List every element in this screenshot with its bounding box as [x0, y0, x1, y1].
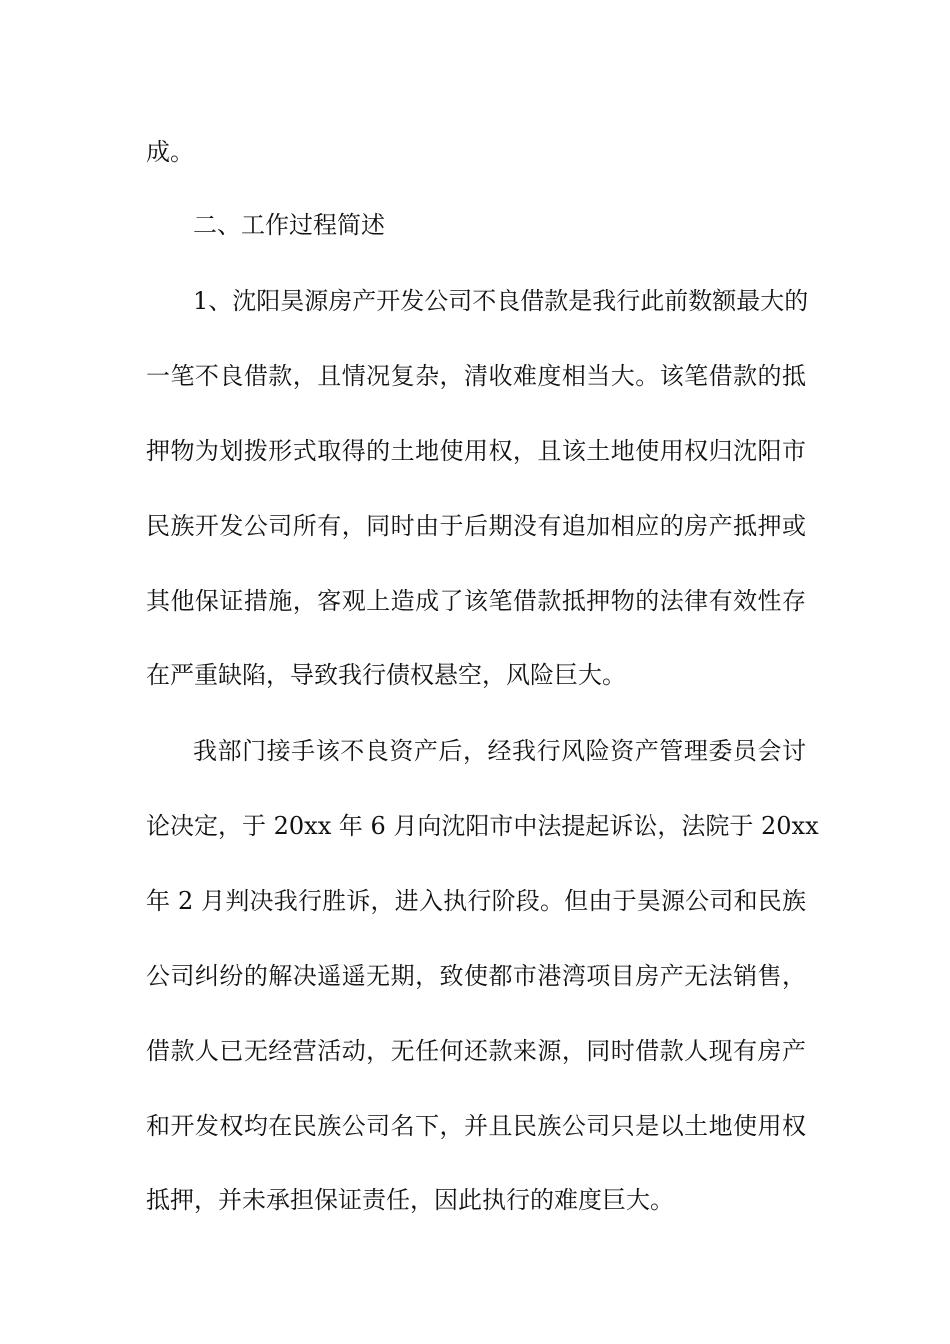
- text-line-8: 在严重缺陷，导致我行债权悬空，风险巨大。: [146, 661, 626, 689]
- text-line-12: 公司纠纷的解决遥遥无期，致使都市港湾项目房产无法销售，: [146, 962, 806, 990]
- text-line-5: 押物为划拨形式取得的土地使用权，且该土地使用权归沈阳市: [146, 437, 806, 465]
- text-line-3: 1、沈阳昊源房产开发公司不良借款是我行此前数额最大的: [193, 287, 809, 315]
- text-line-10: 论决定，于 20xx 年 6 月向沈阳市中法提起诉讼，法院于 20xx: [146, 812, 819, 840]
- text-line-6: 民族开发公司所有，同时由于后期没有追加相应的房产抵押或: [146, 512, 806, 540]
- text-line-9: 我部门接手该不良资产后，经我行风险资产管理委员会讨: [193, 737, 806, 765]
- text-line-14: 和开发权均在民族公司名下，并且民族公司只是以土地使用权: [146, 1112, 806, 1140]
- text-line-7: 其他保证措施，客观上造成了该笔借款抵押物的法律有效性存: [146, 587, 806, 615]
- section-heading: 二、工作过程简述: [193, 211, 385, 239]
- text-line-11: 年 2 月判决我行胜诉，进入执行阶段。但由于昊源公司和民族: [146, 887, 806, 915]
- text-line-15: 抵押，并未承担保证责任，因此执行的难度巨大。: [146, 1186, 674, 1214]
- text-line-13: 借款人已无经营活动，无任何还款来源，同时借款人现有房产: [146, 1037, 806, 1065]
- text-line-4: 一笔不良借款，且情况复杂，清收难度相当大。该笔借款的抵: [146, 362, 806, 390]
- text-line-1: 成。: [146, 138, 194, 166]
